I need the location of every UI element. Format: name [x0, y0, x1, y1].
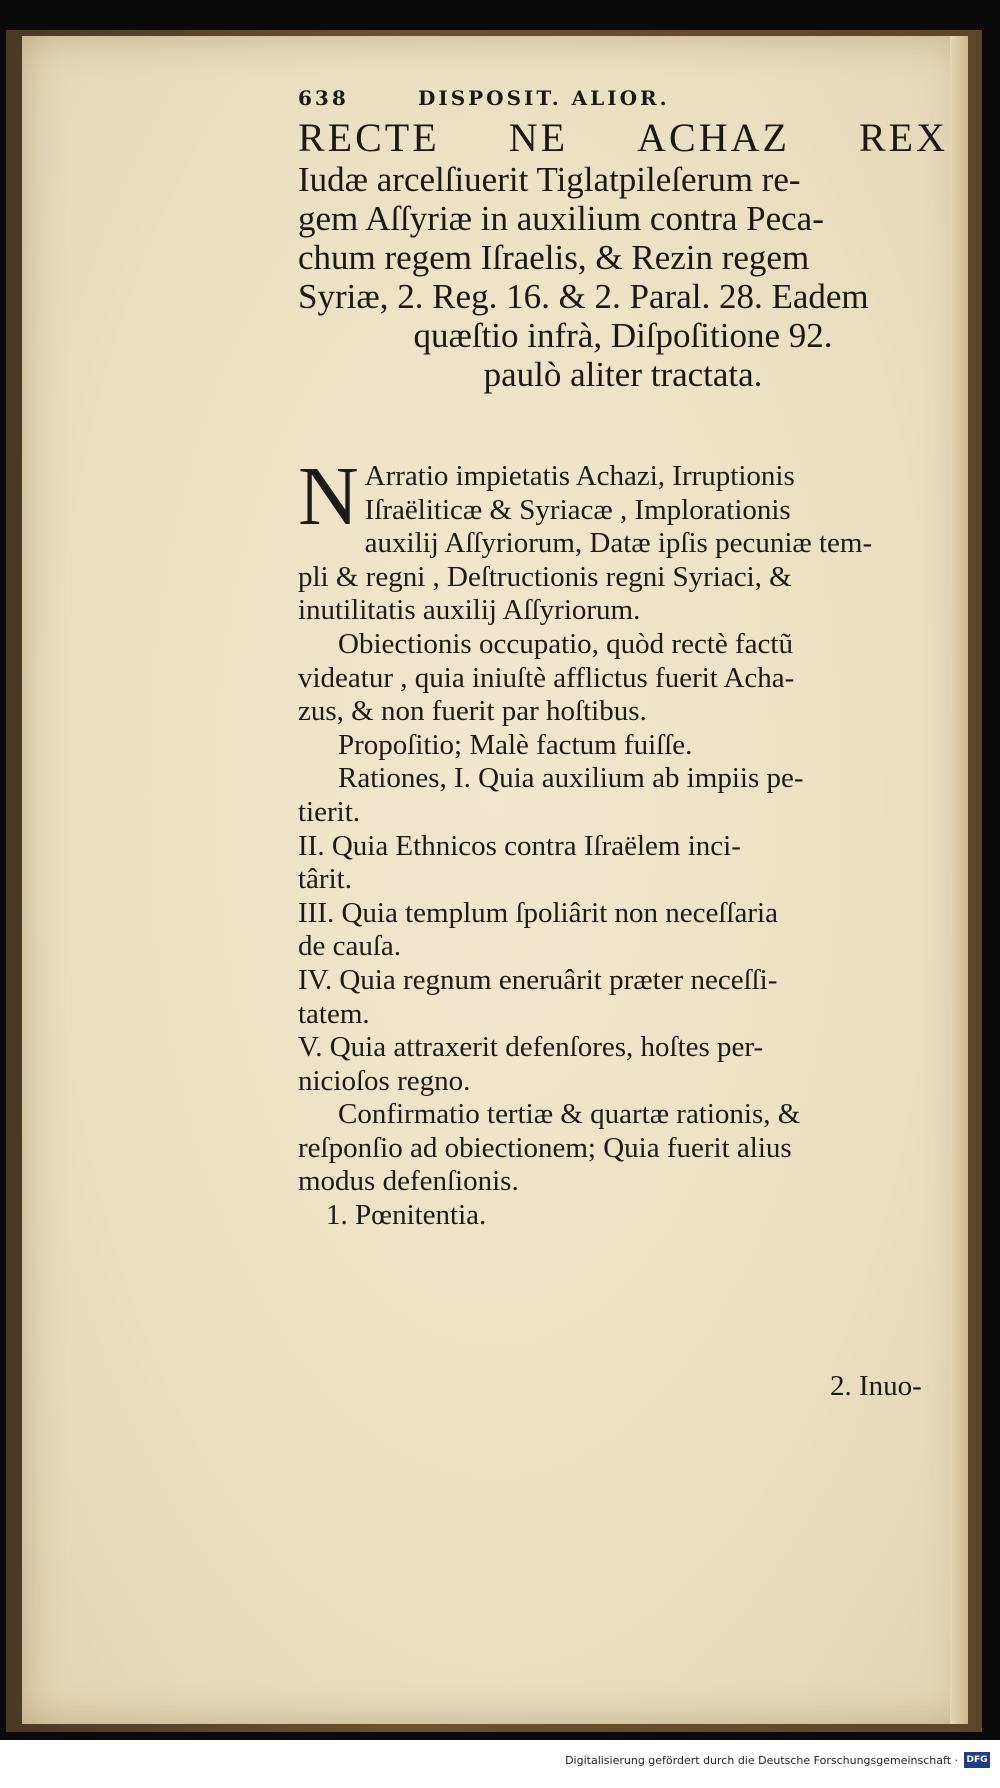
dfg-logo: DFG	[964, 1752, 990, 1768]
body-text	[298, 450, 958, 1233]
section-heading	[298, 116, 948, 394]
body-line: 1. Pœnitentia.	[326, 1199, 487, 1232]
body-line: modus defenſionis.	[298, 1165, 519, 1198]
body-line: auxilij Aſſyriorum, Datæ ipſis pecuniæ tem-	[364, 527, 873, 560]
body-line: pli & regni , Deſtructionis regni Syriaci, &	[298, 560, 792, 593]
body-line: de cauſa.	[298, 930, 402, 963]
body-line: Rationes, I. Quia auxilium ab impiis pe-	[338, 762, 804, 795]
heading-caps-word: ACHAZ	[637, 115, 790, 160]
heading-caps-word: REX	[858, 115, 948, 160]
heading-line: paulò aliter tractata.	[483, 355, 763, 394]
body-line: IV. Quia regnum eneruârit præter neceſſi-	[298, 963, 778, 996]
body-line: tierit.	[298, 795, 361, 828]
footer-bar	[0, 1740, 1000, 1788]
page-number: 638	[298, 86, 349, 110]
body-line: Arratio impietatis Achazi, Irruptionis	[364, 460, 795, 492]
heading-caps-line	[298, 116, 948, 160]
body-line: III. Quia templum ſpoliârit non neceſſaria	[298, 896, 778, 929]
heading-line: quæſtio infrà, Diſpoſitione 92.	[413, 316, 833, 355]
drop-cap: N	[298, 450, 359, 543]
catchword: 2. Inuo-	[830, 1370, 922, 1402]
body-line: II. Quia Ethnicos contra Iſraëlem inci-	[298, 829, 741, 862]
running-title: DISPOSIT. ALIOR.	[418, 86, 670, 110]
heading-line: chum regem Iſraelis, & Rezin regem	[298, 238, 810, 277]
heading-line: gem Aſſyriæ in auxilium contra Peca-	[298, 199, 824, 238]
heading-caps-word: NE	[508, 115, 569, 160]
body-line: Confirmatio tertiæ & quartæ rationis, &	[338, 1098, 801, 1131]
body-line: V. Quia attraxerit defenſores, hoſtes per-	[298, 1031, 764, 1064]
heading-lines	[298, 160, 948, 394]
body-line: nicioſos regno.	[298, 1064, 471, 1097]
running-head	[298, 86, 798, 110]
heading-caps-word: RECTE	[298, 115, 440, 160]
body-line: târit.	[298, 863, 352, 896]
body-line: inutilitatis auxilij Aſſyriorum.	[298, 594, 641, 627]
body-line: Obiectionis occupatio, quòd rectè factũ	[338, 627, 793, 660]
body-line: zus, & non fuerit par hoſtibus.	[298, 695, 647, 728]
body-line: reſponſio ad obiectionem; Quia fuerit alius	[298, 1131, 792, 1164]
heading-line: Syriæ, 2. Reg. 16. & 2. Paral. 28. Eadem	[298, 277, 869, 316]
body-line: Iſraëliticæ & Syriacæ , Implorationis	[364, 493, 791, 526]
body-line: tatem.	[298, 997, 370, 1030]
body-line: Propoſitio; Malè factum fuiſſe.	[338, 728, 693, 761]
body-line: videatur , quia iniuſtè afflictus fuerit Acha-	[298, 661, 795, 694]
heading-line: Iudæ arcelſiuerit Tiglatpileſerum re-	[298, 160, 801, 199]
funding-credit: Digitalisierung gefördert durch die Deutsche Forschungsgemeinschaft ·	[565, 1754, 958, 1767]
